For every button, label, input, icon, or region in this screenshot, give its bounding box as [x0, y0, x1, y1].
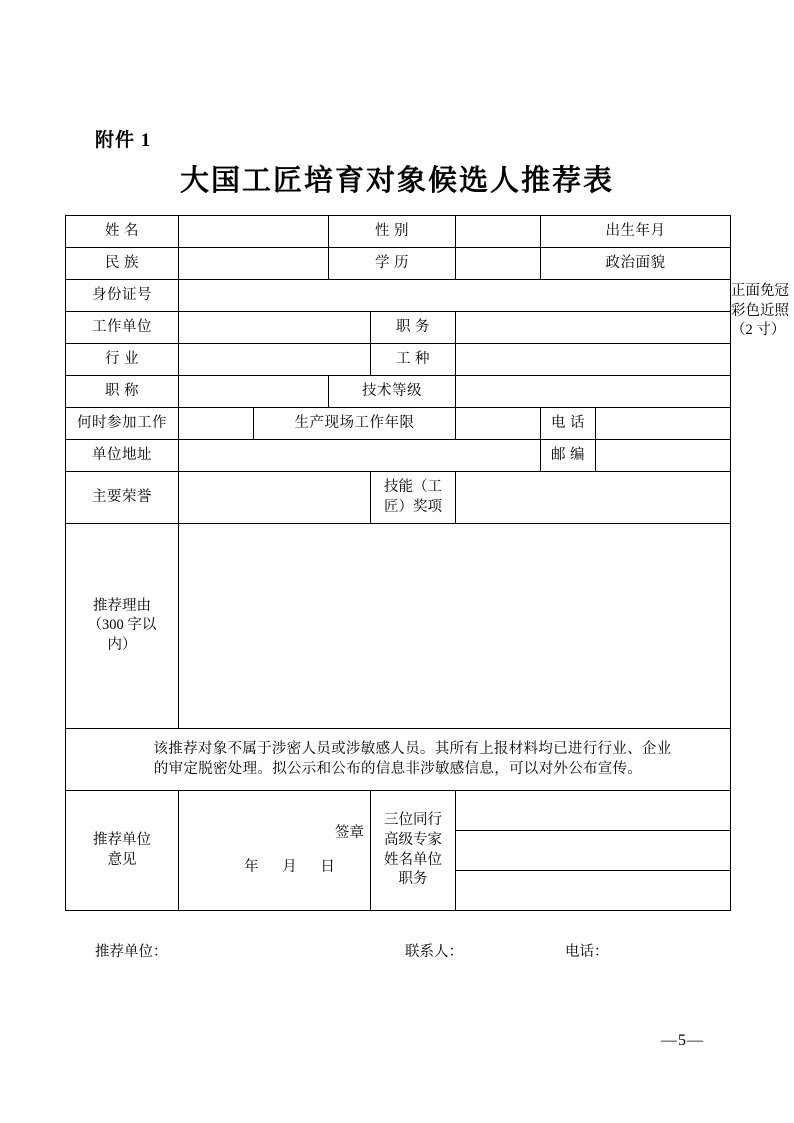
cell-main-honors-label: 主要荣誉: [66, 472, 179, 524]
footer-unit-label: 推荐单位：: [95, 944, 168, 960]
cell-unit-address-label: 单位地址: [66, 440, 179, 472]
cell-id-number-label: 身份证号: [66, 280, 179, 312]
attachment-label: 附件 1: [95, 130, 152, 151]
peer-line-4: 职务: [398, 871, 428, 888]
opinion-line-1: 推荐单位: [93, 831, 151, 848]
cell-tech-grade-label: 技术等级: [329, 376, 456, 408]
page-number: —5—: [661, 1032, 704, 1049]
cell-phone-value[interactable]: [596, 408, 731, 440]
table-row: [66, 729, 731, 791]
table-row: [66, 312, 731, 344]
table-row: [66, 344, 731, 376]
table-row: [66, 408, 731, 440]
cell-political-status-label: 政治面貌: [541, 248, 731, 280]
cell-gender-label: 性 别: [329, 216, 456, 248]
cell-birthdate-label: 出生年月: [541, 216, 731, 248]
cell-seal-and-date[interactable]: [179, 791, 371, 911]
cell-phone-label: 电 话: [541, 408, 596, 440]
cell-ethnicity-label: 民 族: [66, 248, 179, 280]
cell-peer-experts-label: [371, 791, 456, 911]
reason-line-3: 内）: [107, 636, 137, 653]
cell-title-value[interactable]: [179, 376, 329, 408]
cell-gender-value[interactable]: [456, 216, 541, 248]
statement-line-1: 该推荐对象不属于涉密人员或涉敏感人员。其所有上报材料均已进行行业、企业: [153, 740, 672, 757]
opinion-line-2: 意见: [107, 851, 137, 868]
cell-tech-grade-value[interactable]: [456, 376, 731, 408]
cell-start-work-label: 何时参加工作: [66, 408, 179, 440]
cell-shopfloor-years-label: 生产现场工作年限: [254, 408, 456, 440]
cell-work-unit-value[interactable]: [179, 312, 371, 344]
cell-education-label: 学 历: [329, 248, 456, 280]
cell-job-type-label: 工 种: [371, 344, 456, 376]
cell-ethnicity-value[interactable]: [179, 248, 329, 280]
peer-line-3: 姓名单位: [384, 851, 442, 868]
reason-line-2: （300 字以: [87, 617, 157, 634]
cell-position-value[interactable]: [456, 312, 731, 344]
table-row: [66, 280, 731, 312]
cell-industry-value[interactable]: [179, 344, 371, 376]
cell-peer-expert-1[interactable]: [456, 791, 731, 831]
cell-reason-value[interactable]: [179, 524, 731, 729]
cell-confidentiality-statement: [66, 729, 731, 791]
table-row: 姓 名 性 别 出生年月 正面免冠 彩色近照 （2 寸）: [66, 216, 731, 248]
table-row: [66, 376, 731, 408]
cell-postcode-value[interactable]: [596, 440, 731, 472]
cell-unit-opinion-label: [66, 791, 179, 911]
cell-postcode-label: 邮 编: [541, 440, 596, 472]
table-row: [66, 524, 731, 729]
table-row: [66, 440, 731, 472]
cell-education-value[interactable]: [456, 248, 541, 280]
table-row: [66, 248, 731, 280]
cell-work-unit-label: 工作单位: [66, 312, 179, 344]
recommendation-form-table: [65, 215, 789, 911]
cell-peer-expert-3[interactable]: [456, 871, 731, 911]
cell-name-value[interactable]: [179, 216, 329, 248]
table-row: [66, 472, 731, 524]
seal-label: 签章: [335, 824, 364, 841]
skill-award-line-2: 匠）奖项: [384, 498, 442, 515]
footer-phone-label: 电话：: [565, 944, 609, 960]
cell-reason-label: [66, 524, 179, 729]
footer-contact-label: 联系人：: [405, 944, 463, 960]
cell-position-label: 职 务: [371, 312, 456, 344]
cell-peer-expert-2[interactable]: [456, 831, 731, 871]
cell-title-label: 职 称: [66, 376, 179, 408]
peer-line-1: 三位同行: [384, 812, 442, 829]
cell-skill-award-value[interactable]: [456, 472, 731, 524]
cell-unit-address-value[interactable]: [179, 440, 541, 472]
page-title: 大国工匠培育对象候选人推荐表: [179, 165, 614, 197]
date-label: 年 月 日: [244, 858, 345, 875]
reason-line-1: 推荐理由: [93, 597, 151, 614]
cell-start-work-value[interactable]: [179, 408, 254, 440]
cell-id-number-value[interactable]: [179, 280, 731, 312]
table-row: [66, 791, 731, 831]
cell-name-label: 姓 名: [66, 216, 179, 248]
skill-award-line-1: 技能（工: [384, 478, 442, 495]
cell-job-type-value[interactable]: [456, 344, 731, 376]
cell-industry-label: 行 业: [66, 344, 179, 376]
cell-shopfloor-years-value[interactable]: [456, 408, 541, 440]
cell-skill-award-label: [371, 472, 456, 524]
peer-line-2: 高级专家: [384, 831, 442, 848]
statement-line-2: 的审定脱密处理。拟公示和公布的信息非涉敏感信息，可以对外公布宣传。: [153, 760, 643, 777]
cell-main-honors-value[interactable]: [179, 472, 371, 524]
